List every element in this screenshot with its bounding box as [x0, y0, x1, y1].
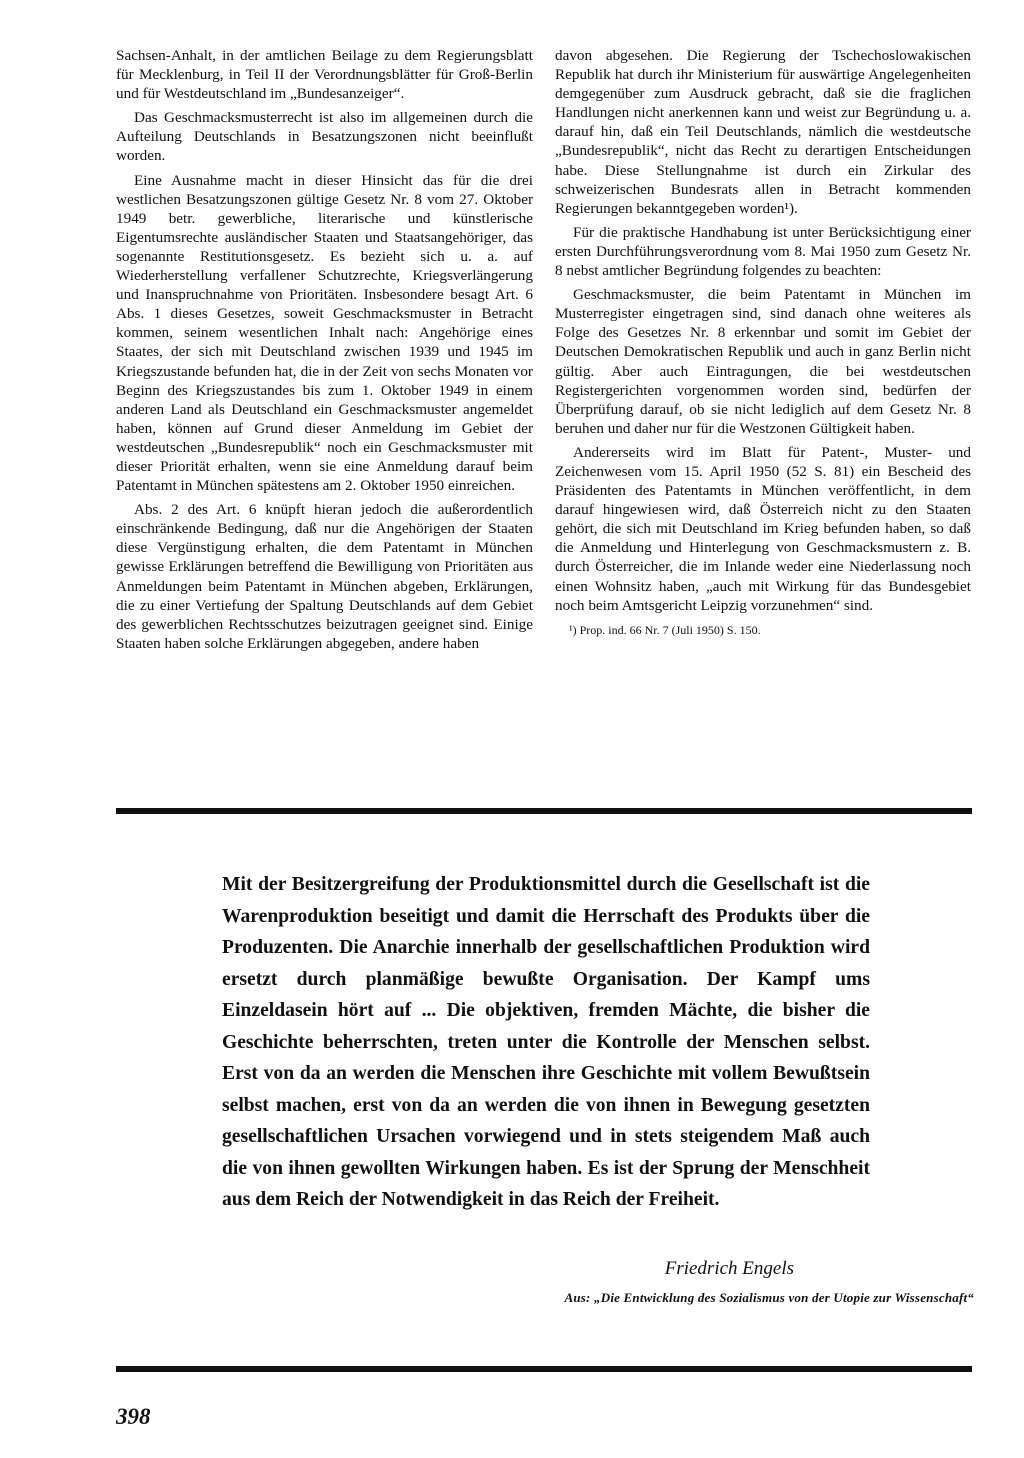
right-column [555, 46, 971, 638]
paragraph: davon abgesehen. Die Regierung der Tschechoslowakischen Republik hat durch ihr Ministerium für auswärtige Angelegenheiten demgegenüber zum Ausdruck gebracht, daß sie die fraglichen Handlungen nicht anerkennen kann und weist zur Begründung u. a. darauf hin, daß ein Teil Deutschlands, nämlich die westdeutsche „Bundesrepublik“, nicht das Recht zu derartigen Entscheidungen habe. Diese Stellungnahme ist durch ein Zirkular des schweizerischen Bundesrats allen in Betracht kommenden Regierungen bekanntgegeben worden¹). [555, 47, 971, 217]
top-divider-rule [116, 808, 972, 814]
paragraph: Eine Ausnahme macht in dieser Hinsicht das für die drei westlichen Besatzungszonen gültige Gesetz Nr. 8 vom 27. Oktober 1949 betr. gewerbliche, literarische und künstlerische Eigentumsrechte ausländischer Staaten und Staatsangehöriger, das sogenannte Restitutionsgesetz. Es bezieht sich u. a. auf Wiederherstellung verfallener Schutzrechte, Kriegsverlängerung und Inanspruchnahme von Prioritäten. Insbesondere besagt Art. 6 Abs. 1 dieses Gesetzes, soweit Geschmacksmuster in Betracht kommen, seinem wesentlichen Inhalt nach: Angehörige eines Staates, der sich mit Deutschland zwischen 1939 und 1945 im Kriegszustande befunden hat, die in der Zeit von sechs Monaten vor Beginn des Kriegszustandes bis zum 1. Oktober 1949 in einem anderen Land als Deutschland ein Geschmacksmuster angemeldet haben, können auf Grund dieser Anmeldung im Gebiet der westdeutschen „Bundesrepublik“ noch ein Geschmacksmuster mit dieser Priorität erhalten, wenn sie eine Anmeldung darauf beim Patentamt in München spätestens am 2. Oktober 1950 einreichen. [116, 171, 533, 495]
paragraph: Das Geschmacksmusterrecht ist also im allgemeinen durch die Aufteilung Deutschlands in Besatzungszonen nicht beeinflußt worden. [116, 109, 533, 165]
quote-author: Friedrich Engels [664, 1258, 794, 1279]
page-number: 398 [116, 1404, 151, 1429]
engels-quote [222, 869, 870, 1216]
left-column [116, 46, 533, 658]
quote-text: Mit der Besitzergreifung der Produktionsmittel durch die Gesellschaft ist die Warenproduktion beseitigt und damit die Herrschaft des Produkts über die Produzenten. Die Anarchie innerhalb der gesellschaftlichen Produktion wird ersetzt durch planmäßige bewußte Organisation. Der Kampf ums Einzeldasein hört auf ... Die objektiven, fremden Mächte, die bisher die Geschichte beherrschten, treten unter die Kontrolle der Menschen selbst. Erst von da an werden die Menschen ihre Geschichte mit vollem Bewußtsein selbst machen, erst von da an werden die von ihnen in Bewegung gesetzten gesellschaftlichen Ursachen vorwiegend und in stets steigendem Maß auch die von ihnen gewollten Wirkungen haben. Es ist der Sprung der Menschheit aus dem Reich der Notwendigkeit in das Reich der Freiheit. [222, 874, 870, 1210]
paragraph: Abs. 2 des Art. 6 knüpft hieran jedoch die außerordentlich einschränkende Bedingung, daß nur die Angehörigen der Staaten diese Vergünstigung erhalten, die dem Patentamt in München gewisse Erklärungen betreffend die Bewilligung von Prioritäten aus Anmeldungen beim Patentamt in München abgeben, Erklärungen, die zu einer Vertiefung der Spaltung Deutschlands auf dem Gebiet des gewerblichen Rechtsschutzes beizutragen geeignet sind. Einige Staaten haben solche Erklärungen abgegeben, andere haben [116, 501, 533, 652]
quote-source: Aus: „Die Entwicklung des Sozialismus von der Utopie zur Wissenschaft“ [564, 1290, 974, 1305]
paragraph: Sachsen-Anhalt, in der amtlichen Beilage zu dem Regierungsblatt für Mecklenburg, in Teil II der Verordnungsblätter für Groß-Berlin und für Westdeutschland im „Bundesanzeiger“. [116, 47, 533, 103]
paragraph: Geschmacksmuster, die beim Patentamt in München im Musterregister eingetragen sind, sind danach ohne weiteres als Folge des Gesetzes Nr. 8 erkennbar und somit im Gebiet der Deutschen Demokratischen Republik und auch in ganz Berlin nicht gültig. Aber auch Eintragungen, die bei westdeutschen Registergerichten vorgenommen worden sind, bedürfen der Überprüfung darauf, ob sie nicht lediglich auf dem Gesetz Nr. 8 beruhen und daher nur für die Westzonen Gültigkeit haben. [555, 286, 971, 437]
paragraph: Für die praktische Handhabung ist unter Berücksichtigung einer ersten Durchführungsverordnung vom 8. Mai 1950 zum Gesetz Nr. 8 nebst amtlicher Begründung folgendes zu beachten: [555, 223, 971, 280]
footnote: ¹) Prop. ind. 66 Nr. 7 (Juli 1950) S. 150. [569, 622, 761, 637]
bottom-divider-rule [116, 1366, 972, 1372]
paragraph: Andererseits wird im Blatt für Patent-, Muster- und Zeichenwesen vom 15. April 1950 (52 S. 81) ein Bescheid des Präsidenten des Patentamts in München veröffentlicht, in dem darauf hingewiesen wird, daß Österreich nicht zu den Staaten gehört, die sich mit Deutschland im Krieg befunden haben, so daß die Anmeldung und Hinterlegung von Geschmacksmustern z. B. durch Österreicher, die im Inlande weder eine Niederlassung noch einen Wohnsitz haben, „auch mit Wirkung für das Bundesgebiet noch beim Amtsgericht Leipzig vorzunehmen“ sind. [555, 443, 971, 614]
